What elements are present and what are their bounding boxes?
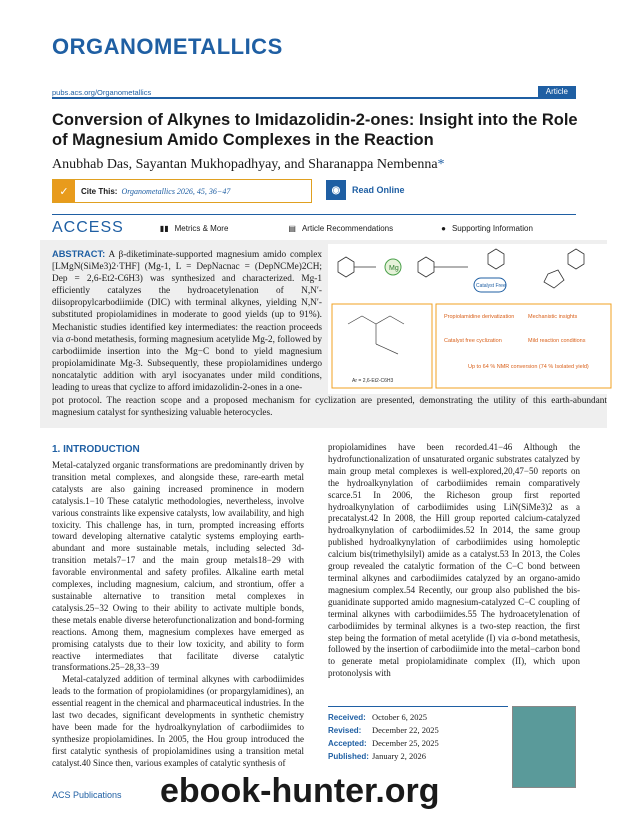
date-accepted: Accepted: December 25, 2025 <box>328 738 439 748</box>
access-label: ACCESS <box>52 219 124 236</box>
footer-publisher[interactable]: ACS Publications <box>52 790 122 800</box>
abstract-tail: pot protocol. The reaction scope and a proposed mechanism for cyclization are presented, demonstrating the utility of this earth-abundant magnesium catalyst for synthesizing valuable heterocycles. <box>52 396 607 419</box>
journal-url[interactable]: pubs.acs.org/Organometallics <box>52 88 152 97</box>
watermark: ebook-hunter.org <box>160 772 440 810</box>
intro-paragraph-3: propiolamidines have been recorded.41−46 Although the hydrofunctionalization of unsaturated organic substrates catalyzed by main group metal complexes is well-explored,20,47−50 reports on the hydroalkynylation of carbodiimides remain comparatively scarce.51 In 2006, the Richeson group first reported hydroalkynylation of carbodiimides using LiN(SiMe3)2 as a precatalyst.42 In 2008, the Hill group reported calcium-catalyzed hydroalkynylation of carbodiimides.52 In 2014, the same group published hydroalkynylation of carbodiimides using homoleptic calcium bis(trimethylsilyl) amide as a catalyst.53 In 2013, the Coles group revealed the catalytic formation of the C−C bond between terminal alkynes and carbodiimides catalyzed by an organo-amido magnesium complex.54 Recently, our group also published the bis-guanidinate supported amido magnesium-catalyzed C−C coupling of terminal alkynes with carbodiimides.55 The hydroacetylenation of carbodiimides by terminal alkynes is a two-step reaction, the first step being the formation of metal acetylide (I) via σ-bond metathesis, followed by the insertion of carbodiimide into the metal−carbon bond to generate metal propiolamidinate complex (II), which upon protonolysis with <box>328 442 580 679</box>
abstract-text: ABSTRACT: A β-diketiminate-supported magnesium amido complex [LMgN(SiMe3)2·THF] (Mg-1, L = DepNacnac = (DepNCMe)2CH; Dep = 2,6-Et2-C6H3) was synthesized and characterized. Mg-1 efficiently catalyzes the hydroacetylenation of N,N′-diisopropylcarbodiimide (DIC) with terminal alkynes, yielding N,N′-substituted propiolamidines in moderate to good yields (up to 91%). Mechanistic studies identified key intermediates: the reaction proceeds via σ-bond metathesis, forming magnesium acetylide Mg-2, followed by carbodiimide insertion into the Mg−C bond to yield magnesium propiolamidinate Mg-3. Subsequently, these propiolamidines undergo noncatalytic addition with aryl isocyanates under mild conditions, leading to ureas that cyclize to afford imidazolidin-2-ones in a one- <box>52 249 323 394</box>
publication-dates <box>328 706 508 763</box>
article-type-badge: Article <box>538 86 576 97</box>
left-column <box>52 460 304 770</box>
svg-text:Mg: Mg <box>389 265 399 272</box>
read-online-icon: ◉ <box>326 180 346 200</box>
cite-reference[interactable]: Organometallics 2026, 45, 36−47 <box>121 186 231 196</box>
date-received: Received: October 6, 2025 <box>328 712 428 722</box>
section-heading-introduction: 1. INTRODUCTION <box>52 444 140 455</box>
cite-label: Cite This: <box>81 186 118 196</box>
document-icon: ▤ <box>288 223 296 233</box>
toc-bullet-4: Mild reaction conditions <box>528 338 586 344</box>
right-column <box>328 442 580 680</box>
header-rule <box>52 97 576 99</box>
read-online-button[interactable] <box>326 179 436 201</box>
bar-chart-icon: ▮▮ <box>159 223 169 233</box>
tab-metrics[interactable]: ▮▮ Metrics & More <box>159 223 229 233</box>
article-title: Conversion of Alkynes to Imidazolidin-2-ones: Insight into the Role of Magnesium Amido Complexes in the Reaction <box>52 111 578 149</box>
intro-paragraph-1: Metal-catalyzed organic transformations are predominantly driven by transition metal complexes, and alongside these, rare-earth metal catalysts are also gaining increased prominence in modern catalysis.1−10 These catalytic methodologies, nevertheless, involve various constraints like expensive catalysts, low availability, and high toxicity. This challenge has, in turn, prompted increasing efforts toward developing alternative catalytic systems employing earth-abundant and more sustainable metals, including selected 3d-transition metals7−17 and the main group metals18−29 with favorable environmental and safety profiles. Alkaline earth metal complexes, including magnesium, calcium, and strontium, offer a sustainable alternative to transition metal complexes in catalysis.25−32 Owing to their ability to activate multiple bonds, these metals enable diverse heterofunctionalization and bond-forming reactions. Among them, magnesium complexes have emerged as promising catalysts due to their low toxicity, and ability to form reactive intermediates that facilitate diverse catalytic transformations.25−28,33−39 <box>52 460 304 673</box>
toc-bullet-5: Up to 64 % NMR conversion (74 % Isolated yield) <box>468 364 589 370</box>
tab-recommendations[interactable]: ▤ Article Recommendations <box>288 223 394 233</box>
journal-cover-thumbnail[interactable] <box>512 706 576 788</box>
author-list <box>52 157 445 173</box>
date-revised: Revised: December 22, 2025 <box>328 725 439 735</box>
cite-icon: ✓ <box>53 180 75 202</box>
toc-graphic <box>328 244 613 394</box>
cite-this-box[interactable] <box>52 179 312 203</box>
corresponding-author-star: * <box>437 157 445 172</box>
authors-text[interactable]: Anubhab Das, Sayantan Mukhopadhyay, and Sharanappa Nembenna <box>52 157 438 172</box>
toc-catalyst-free: Catalyst Free <box>476 283 506 289</box>
journal-logo: ORGANOMETALLICS <box>52 34 283 59</box>
tab-supporting-info[interactable]: ● Supporting Information <box>441 223 533 233</box>
si-icon: ● <box>441 223 446 233</box>
read-online-label: Read Online <box>352 185 405 195</box>
intro-paragraph-2: Metal-catalyzed addition of terminal alkynes with carbodiimides leads to the formation of propiolamidines (or propargylamidines), an essential reagent in the chemical and pharmaceutical industries. In the last two decades, significant developments in synthetic chemistry have been made for the hydroalkynylation of carbodiimides to synthesize propiolamidines. In 2005, the Hou group introduced the first catalytic synthesis of propiolamidines using a transition metal catalyst.40 Since then, various examples of catalytic synthesis of <box>52 674 304 768</box>
toc-bullet-3: Catalyst free cyclization <box>444 338 502 344</box>
toc-bullet-2: Mechanistic insights <box>528 314 578 320</box>
toc-bullet-1: Propiolamidine derivatization <box>444 314 515 320</box>
toc-ar-label: Ar = 2,6-Et2-C6H3 <box>352 378 394 384</box>
date-published: Published: January 2, 2026 <box>328 751 427 761</box>
access-bar <box>52 214 576 242</box>
